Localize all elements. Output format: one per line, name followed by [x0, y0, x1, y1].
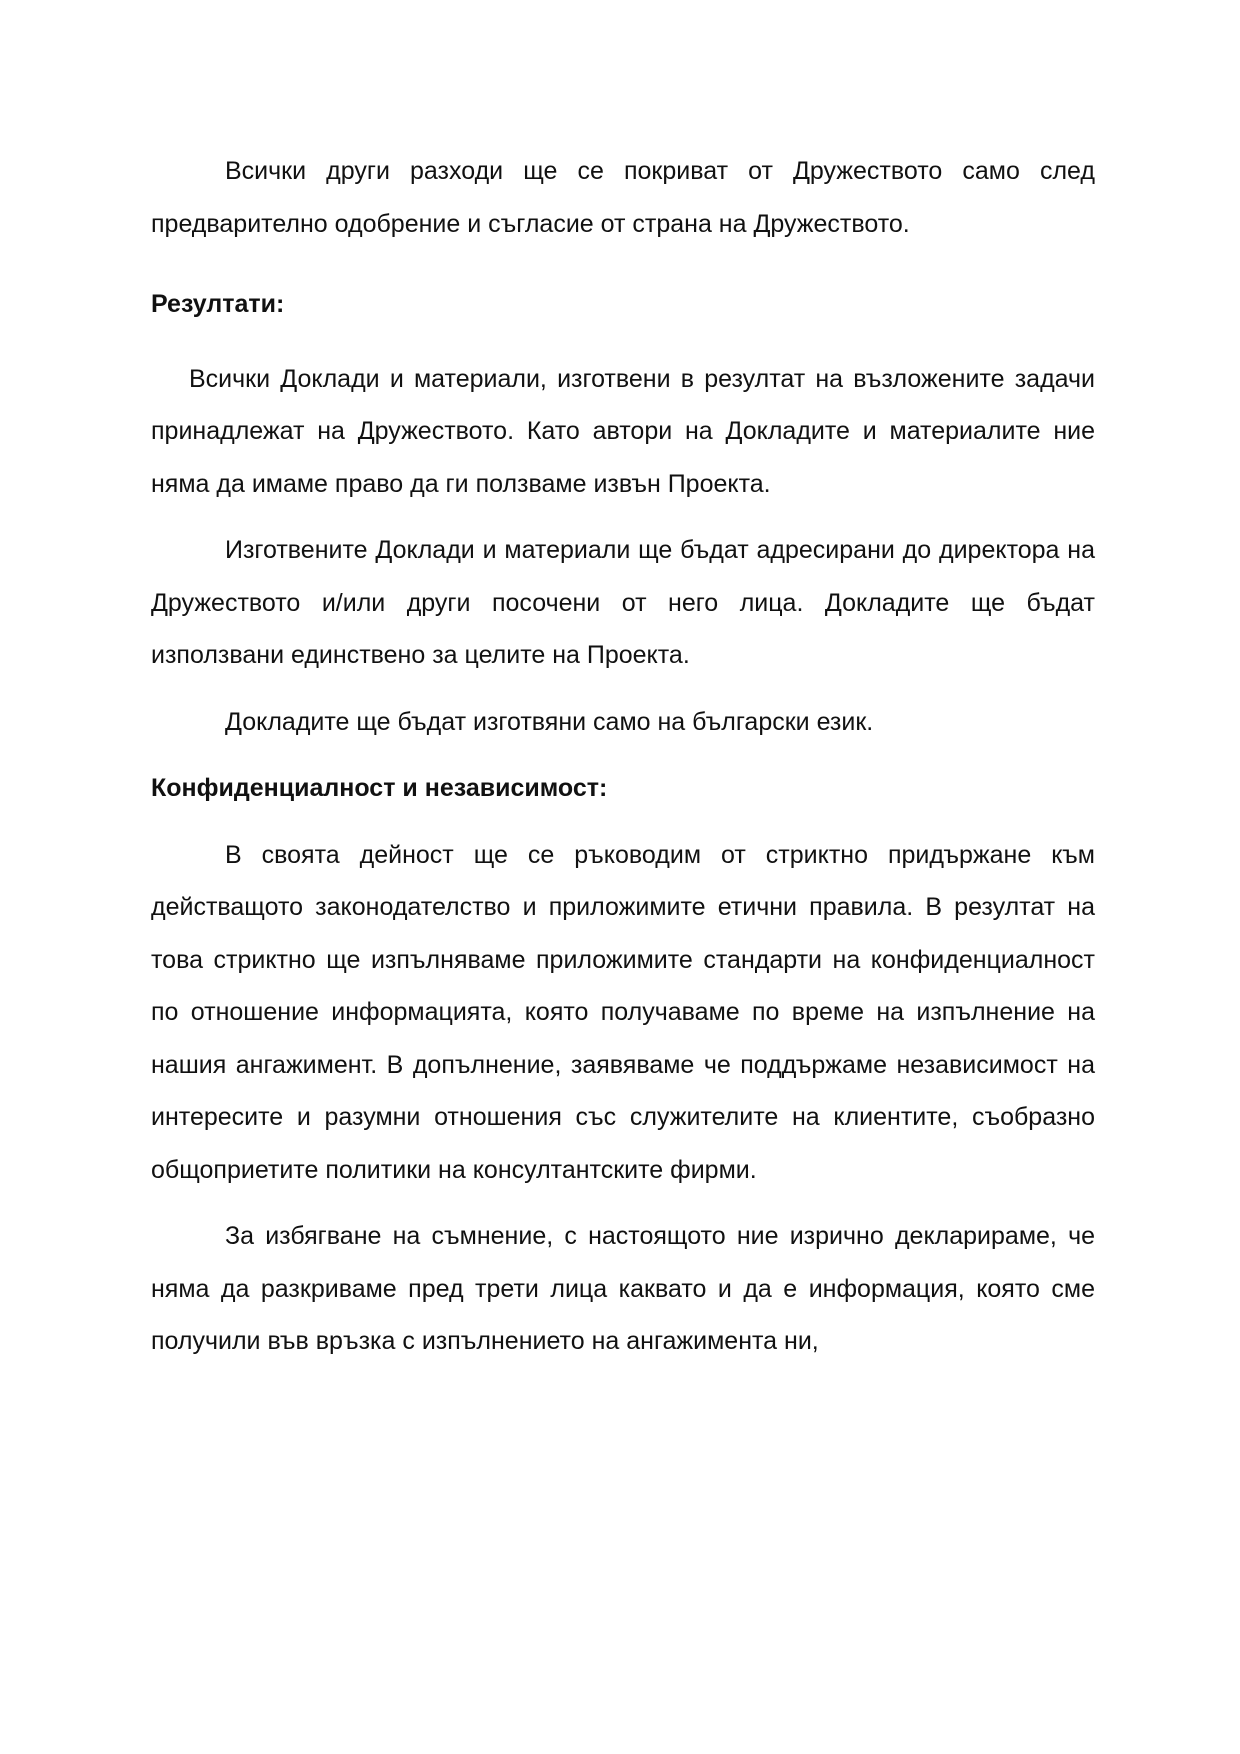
heading-results: Резултати:	[151, 290, 285, 318]
heading-confidentiality: Конфиденциалност и независимост:	[151, 774, 608, 802]
paragraph-reports-language: Докладите ще бъдат изготвяни само на български език.	[225, 707, 874, 736]
document-page	[151, 145, 1095, 1368]
paragraph-non-disclosure: За избягване на съмнение, с настоящото ние изрично декларираме, че няма да разкриваме пред трети лица каквато и да е информация, която сме получили във връзка с изпълнението на ангажимента ни,	[151, 1222, 1095, 1355]
paragraph-reports-addressing: Изготвените Доклади и материали ще бъдат адресирани до директора на Дружеството и/или други посочени от него лица. Докладите ще бъдат използвани единствено за целите на Проекта.	[151, 536, 1095, 669]
paragraph-reports-ownership: Всички Доклади и материали, изготвени в резултат на възложените задачи принадлежат на Дружеството. Като автори на Докладите и материалите ние няма да имаме право да ги ползваме извън Проекта.	[151, 364, 1095, 498]
paragraph-confidentiality: В своята дейност ще се ръководим от стриктно придържане към действащото законодателство и приложимите етични правила. В резултат на това стриктно ще изпълняваме приложимите стандарти на конфиденциалност по отношение информацията, която получаваме по време на изпълнение на нашия ангажимент. В допълнение, заявяваме че поддържаме независимост на интересите и разумни отношения със служителите на клиентите, съобразно общоприетите политики на консултантските фирми.	[151, 840, 1095, 1184]
paragraph-other-expenses: Всички други разходи ще се покриват от Дружеството само след предварително одобрение и съгласие от страна на Дружеството.	[151, 157, 1095, 238]
